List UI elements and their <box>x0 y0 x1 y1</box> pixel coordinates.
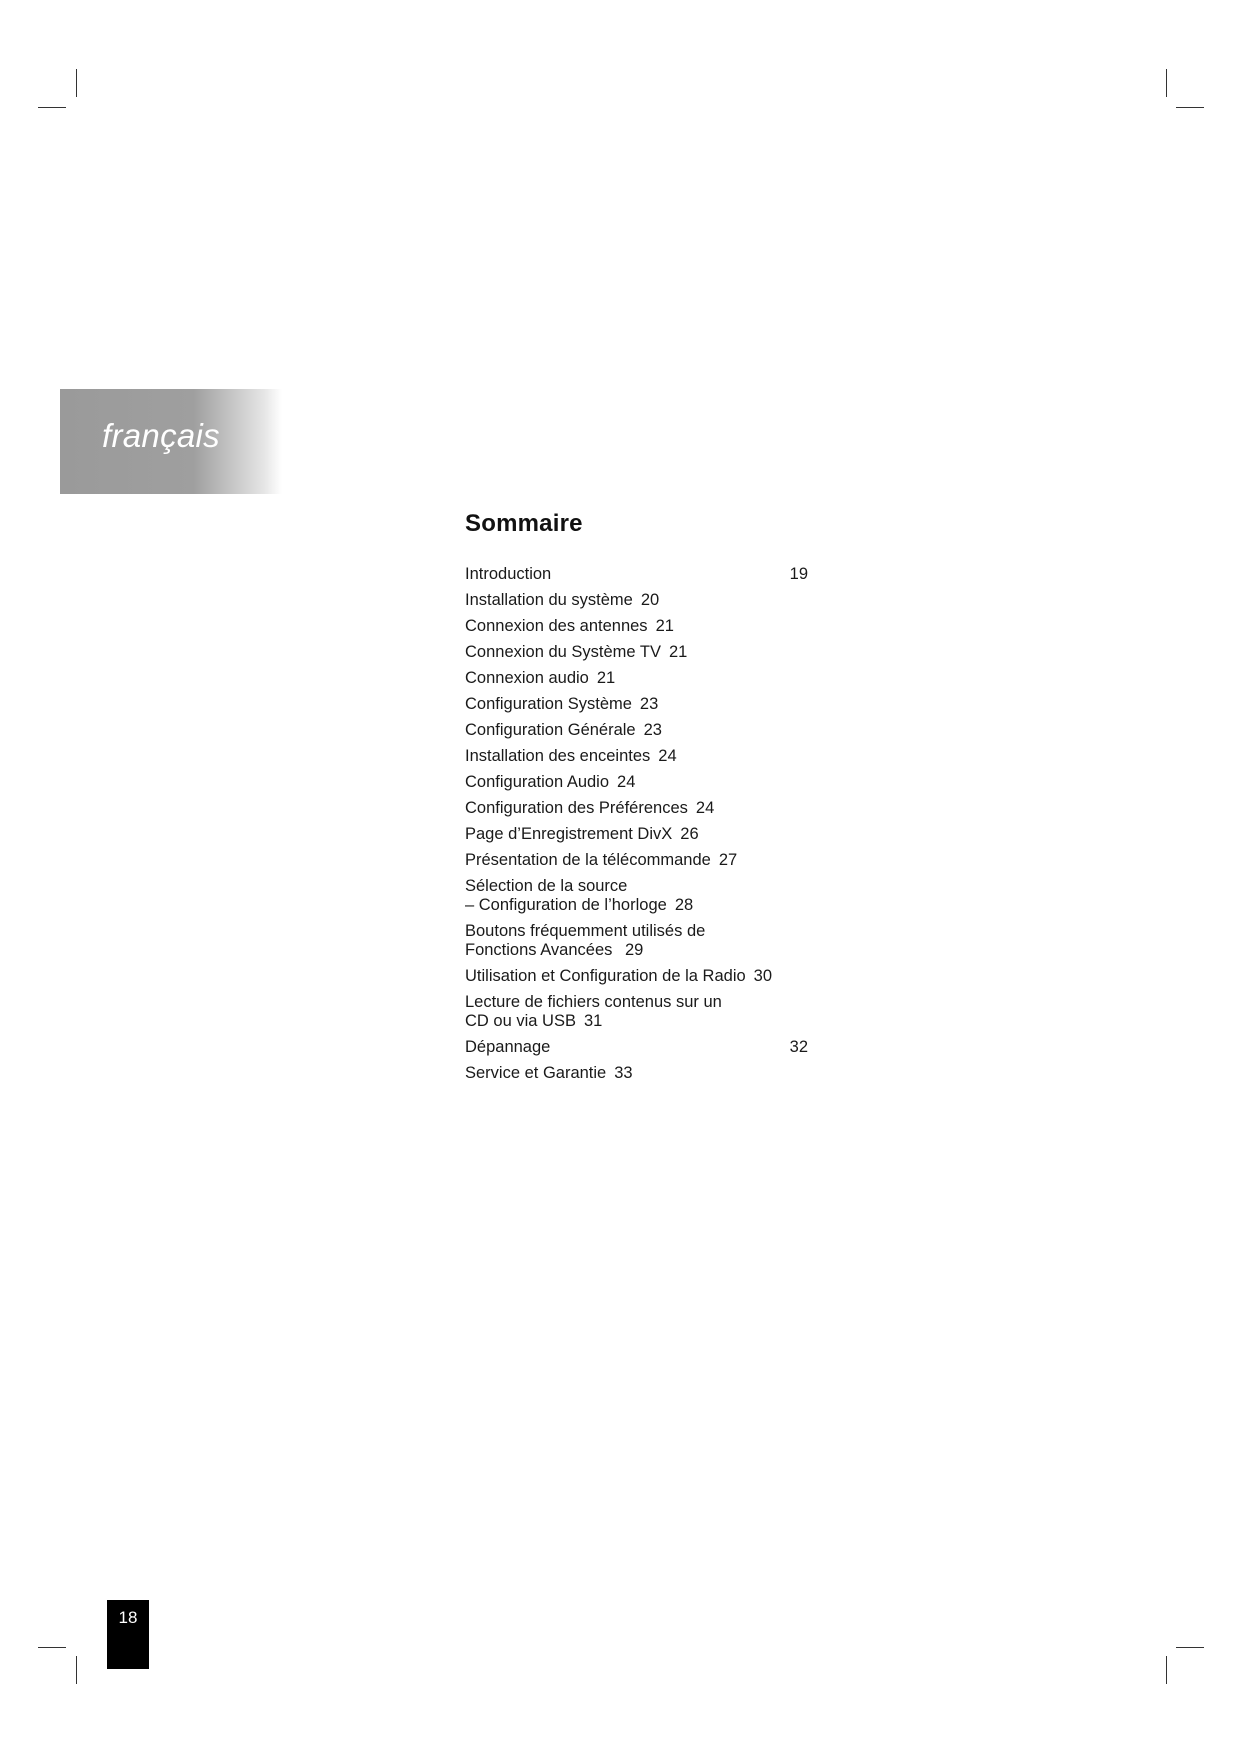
toc-entry-title <box>465 617 825 636</box>
toc-entry-page: 29 <box>624 941 644 959</box>
toc-entry-text: Introduction <box>465 565 552 583</box>
toc-entry-title <box>465 721 825 740</box>
toc-entry-page: 31 <box>583 1012 603 1030</box>
crop-mark <box>38 1647 66 1648</box>
crop-mark <box>76 69 77 97</box>
toc-entry-page: 24 <box>658 747 677 765</box>
toc-entry-title <box>465 747 825 766</box>
toc-entry <box>465 614 825 640</box>
toc-entry-title <box>465 565 825 584</box>
toc-entry-text: Présentation de la télécommande <box>465 851 711 869</box>
toc-entry-page: 27 <box>718 851 738 869</box>
toc-entry-title <box>465 967 825 986</box>
crop-mark <box>1176 1647 1204 1648</box>
table-of-contents <box>465 510 825 1087</box>
toc-entry <box>465 1035 825 1061</box>
toc-entry-text: Sélection de la source <box>465 877 628 895</box>
toc-entry <box>465 990 825 1035</box>
toc-entry-text: Dépannage <box>465 1038 551 1056</box>
toc-entry-title <box>465 591 825 610</box>
toc-entry-text: Connexion audio <box>465 669 589 687</box>
toc-entry-page: 26 <box>680 825 699 843</box>
toc-entry-page: 33 <box>614 1064 633 1082</box>
toc-entry <box>465 666 825 692</box>
toc-entry <box>465 744 825 770</box>
toc-entry <box>465 640 825 666</box>
toc-entry-page: 23 <box>639 695 659 713</box>
language-tab <box>60 389 282 494</box>
toc-entry-text: Configuration Audio <box>465 773 610 791</box>
toc-entry-text: Installation du système <box>465 591 633 609</box>
page-number-box <box>107 1600 149 1669</box>
toc-entry-title <box>465 773 825 792</box>
toc-entry-page: 24 <box>695 799 715 817</box>
toc-entry <box>465 964 825 990</box>
toc-entry-title <box>465 825 825 844</box>
toc-entry-title <box>465 851 825 870</box>
toc-entry-page: 32 <box>789 1038 808 1056</box>
crop-mark <box>1176 107 1204 108</box>
toc-entry-page: 21 <box>655 617 674 635</box>
toc-entry <box>465 718 825 744</box>
toc-title: Sommaire <box>465 510 583 537</box>
toc-entry <box>465 588 825 614</box>
toc-entry-page: 28 <box>674 896 694 914</box>
toc-entry-page: 21 <box>596 669 616 687</box>
toc-entry-title <box>465 1038 825 1057</box>
toc-entry-page: 21 <box>668 643 688 661</box>
toc-entry-text: Configuration des Préférences <box>465 799 688 817</box>
toc-entry <box>465 796 825 822</box>
toc-entry-text: Installation des enceintes <box>465 747 651 765</box>
toc-entry-title <box>465 877 825 896</box>
toc-entry-title <box>465 1012 825 1031</box>
toc-entry-page: 19 <box>789 565 808 583</box>
toc-entry-title <box>465 896 825 915</box>
toc-entry <box>465 692 825 718</box>
toc-entry-text: CD ou via USB <box>465 1012 576 1030</box>
toc-entry <box>465 822 825 848</box>
toc-entry <box>465 1061 825 1087</box>
toc-entry-page: 24 <box>617 773 636 791</box>
page-number: 18 <box>118 1608 138 1627</box>
toc-entry-text: – Configuration de l’horloge <box>465 896 667 914</box>
toc-entry-title <box>465 941 825 960</box>
toc-entry <box>465 919 825 964</box>
toc-entry-title <box>465 643 825 662</box>
toc-entry-text: Page d’Enregistrement DivX <box>465 825 673 843</box>
toc-entry-text: Utilisation et Configuration de la Radio <box>465 967 746 985</box>
toc-entry-title <box>465 695 825 714</box>
toc-entry-text: Connexion des antennes <box>465 617 648 635</box>
toc-entry-title <box>465 993 825 1012</box>
toc-entry-page: 23 <box>643 721 662 739</box>
toc-entry-text: Configuration Générale <box>465 721 636 739</box>
crop-mark <box>1166 69 1167 97</box>
toc-entry <box>465 770 825 796</box>
toc-entry-text: Fonctions Avancées <box>465 941 617 959</box>
toc-entry <box>465 874 825 919</box>
crop-mark <box>38 107 66 108</box>
toc-entry-title <box>465 1064 825 1083</box>
toc-entry <box>465 848 825 874</box>
toc-entry-title <box>465 799 825 818</box>
toc-entry-title <box>465 922 825 941</box>
crop-mark <box>1166 1656 1167 1684</box>
toc-entry <box>465 562 825 588</box>
toc-list <box>465 562 825 1087</box>
toc-entry-text: Configuration Système <box>465 695 632 713</box>
toc-entry-text: Lecture de fichiers contenus sur un <box>465 993 722 1011</box>
toc-entry-text: Service et Garantie <box>465 1064 607 1082</box>
toc-entry-page: 30 <box>753 967 773 985</box>
crop-mark <box>76 1656 77 1684</box>
toc-entry-text: Boutons fréquemment utilisés de <box>465 922 706 940</box>
language-label: français <box>102 417 220 454</box>
toc-entry-text: Connexion du Système TV <box>465 643 661 661</box>
toc-entry-title <box>465 669 825 688</box>
toc-entry-page: 20 <box>640 591 660 609</box>
